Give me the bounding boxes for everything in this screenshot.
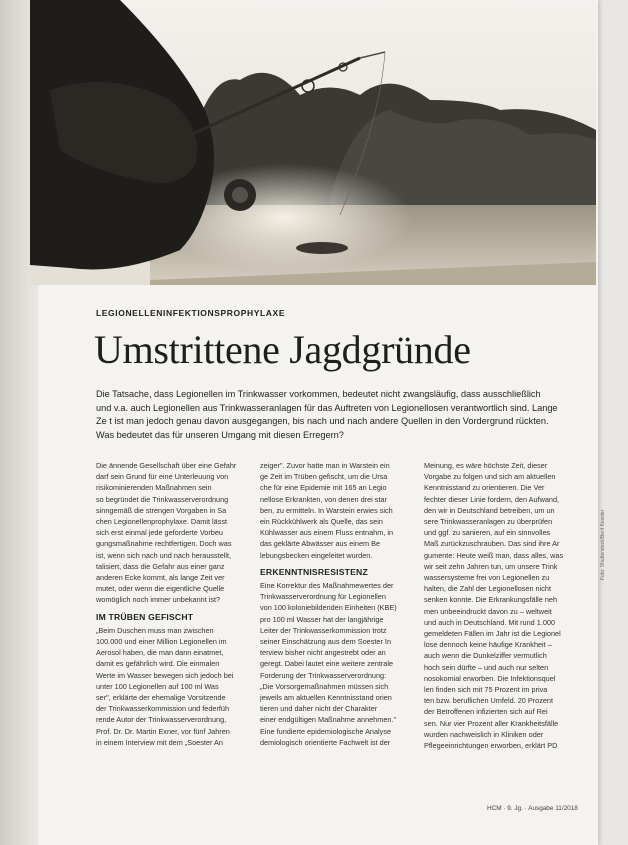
body-text-line: ist, wenn sich nach und nach herausstellt,: [96, 550, 232, 560]
body-text-line: Kenntnisstand zu orientieren. Die Ver: [424, 483, 545, 493]
body-text-line: damit es gefährlich wird. Die einmalen: [96, 659, 220, 669]
body-text-line: ten bzw. beruflichen Umfeld. 20 Prozent: [424, 696, 553, 706]
body-text-line: risikominierenden Maßnahmen sein: [96, 483, 212, 493]
lead-line: Die Tatsache, dass Legionellen im Trinkwasser vorkommen, bedeutet nicht zwangsläufig, dass ausschließlich: [96, 389, 541, 399]
page-footer: HCM · 9. Jg. · Ausgabe 11/2018: [487, 805, 578, 812]
body-text-line: terview bisher nicht angestrebt oder an: [260, 648, 386, 658]
lead-line: Was bedeutet das für unseren Umgang mit diesen Erregern?: [96, 429, 344, 440]
body-text-line: Werte im Wasser bewegen sich jedoch bei: [96, 670, 234, 680]
body-text-line: in einem Interview mit dem „Soester An: [96, 737, 223, 747]
body-text-line: Prof. Dr. Dr. Martin Exner, vor fünf Jahren: [96, 726, 230, 736]
body-column-3: [424, 460, 574, 751]
body-text-line: auch wenn die Dunkelziffer vermutlich: [424, 651, 547, 661]
section-heading: IM TRÜBEN GEFISCHT: [96, 611, 194, 622]
body-text-line: Vorgabe zu folgen und sich am aktuellen: [424, 472, 556, 482]
body-text-line: unter 100 Legionellen auf 100 ml Was: [96, 681, 219, 691]
body-text-line: fechter dieser Linie fordern, den Aufwand,: [424, 494, 560, 504]
body-text-line: der Trinkwasserkommission und federfüh: [96, 704, 230, 714]
body-text-line: pro 100 ml Wasser hat der langjährige: [260, 614, 384, 624]
body-text-line: sinngemäß die strengen Vorgaben in Sa: [96, 505, 227, 515]
article-lead: [96, 388, 576, 442]
body-text-line: Leiter der Trinkwasserkommission trotz: [260, 625, 387, 635]
body-text-line: len finden sich mit 75 Prozent im priva: [424, 685, 548, 695]
body-text-line: Eine fundierte epidemiologische Analyse: [260, 726, 392, 736]
body-text-line: talisiert, dass die Gefahr aus einer ganz: [96, 561, 225, 571]
body-text-line: ser", erklärte der ehemalige Vorsitzende: [96, 693, 226, 703]
body-text-line: Maß zurückzuschrauben. Das sind ihre Ar: [424, 539, 560, 549]
body-text-line: Aerosol haben, die man dann einatmet,: [96, 648, 224, 658]
body-text-line: sere Trinkwasseranlagen zu überprüfen: [424, 517, 553, 527]
body-text-line: che für eine Epidemie mit 165 an Legio: [260, 483, 387, 493]
body-column-1: [96, 460, 246, 748]
body-text-line: jeweils am aktuellen Kenntnisstand orien: [260, 693, 392, 703]
article-title: Umstrittene Jagdgründe: [94, 327, 471, 372]
body-text-line: gemeldeten Fällen im Jahr ist die Legionel: [424, 629, 561, 639]
body-text-line: Forderung der Trinkwasserverordnung:: [260, 670, 387, 680]
body-text-line: ben, zu ermitteln. In Warstein erwies sich: [260, 505, 393, 515]
body-text-line: mutet, oder wenn die eigentliche Quelle: [96, 584, 225, 594]
body-text-line: und auch in Deutschland. Mit rund 1.000: [424, 617, 556, 627]
body-text-line: und ggf. zu sanieren, auf ein sinnvolles: [424, 528, 551, 538]
body-text-line: lose dennoch keine häufige Krankheit –: [424, 640, 552, 650]
body-text-line: sich erst einmal jede geforderte Vorbeu: [96, 528, 223, 538]
body-text-line: Meinung, es wäre höchste Zeit, dieser: [424, 461, 548, 470]
body-text-line: demiologisch orientierte Fachwelt ist der: [260, 737, 391, 747]
body-text-line: von 100 koloniebildenden Einheiten (KBE): [260, 603, 397, 613]
body-text-line: hoch sein dürfte – und auch nur selten: [424, 662, 549, 672]
lead-line: Ze t ist man jedoch genau davon ausgegangen, bis nach und nach andere Quellen in den Vordergrund rückten.: [96, 416, 549, 427]
fishing-photo: [30, 0, 596, 285]
body-text-line: anderen Ecke kommt, als lange Zeit ver: [96, 573, 225, 583]
body-text-line: rende Autor der Trinkwasserverordnung,: [96, 715, 227, 725]
body-text-line: men unbeeindruckt davon zu – weltweit: [424, 606, 552, 616]
body-text-line: lebungsbecken eingeleitet wurden.: [260, 550, 373, 560]
body-text-line: den wir in Deutschland betreiben, um un: [424, 505, 555, 515]
body-text-line: das geklärte Abwässer aus einem Be: [260, 539, 381, 549]
body-text-line: seiner Einschätzung aus dem Soester In: [260, 637, 392, 647]
body-text-line: „Die Vorsorgemaßnahmen müssen sich: [260, 681, 389, 691]
body-text-line: „Beim Duschen muss man zwischen: [96, 625, 214, 635]
body-text-line: so begründet die Trinkwasserverordnung: [96, 494, 229, 504]
body-text-line: einer endgültigen Maßnahme annehmen.": [260, 715, 397, 725]
body-text-line: 100.000 und einer Million Legionellen im: [96, 637, 227, 647]
body-text-line: gungsmaßnahme rechtfertigen. Doch was: [96, 539, 232, 549]
body-text-line: ein Rückkühlwerk als Quelle, das sein: [260, 517, 383, 527]
body-text-line: Eine Korrektur des Maßnahmewertes der: [260, 581, 394, 591]
body-text-line: ge Zeit im Trüben gefischt, um die Ursa: [260, 472, 388, 482]
body-text-line: Pflegeeinrichtungen erworben, erklärt PD: [424, 741, 558, 751]
body-text-line: zeiger". Zuvor hatte man in Warstein ein: [260, 461, 390, 470]
body-text-line: nellose Erkrankten, von denen drei star: [260, 494, 387, 504]
body-text-line: Die ännende Gesellschaft über eine Gefahr: [96, 461, 237, 470]
body-text-line: nosokomial erworben. Die Infektionsquel: [424, 673, 556, 683]
body-column-2: [260, 460, 410, 748]
section-heading: ERKENNTNISRESISTENZ: [260, 566, 368, 577]
photo-credit: Foto: Shutterstock/Berit Kessler: [600, 509, 606, 580]
body-text-line: darf sein Grund für eine Unterleuung von: [96, 472, 229, 482]
body-text-line: wir seit zehn Jahren tun, um unsere Trink: [424, 561, 558, 571]
body-text-line: sen. Nur vier Prozent aller Krankheitsfälle: [424, 718, 559, 728]
lead-line: und v.a. auch Legionellen aus Trinkwasseranlagen für das Auftreten von Legionellosen verantwortlich sind. Lange: [96, 402, 558, 413]
body-text-line: gumente: Heute weiß man, dass alles, was: [424, 550, 564, 560]
body-text-line: halten, die Zahl der Legionellosen nicht: [424, 584, 551, 594]
body-text-line: wurden nachweislich in Kliniken oder: [424, 729, 544, 739]
body-text-line: geregt. Dabei lautet eine weitere zentrale: [260, 659, 394, 669]
body-text-line: tieren und daher nicht der Charakter: [260, 704, 378, 714]
body-text-line: Kühlwasser aus einem Fluss entnahm, in: [260, 528, 394, 538]
body-text-line: senken konnte. Die Erkrankungsfälle neh: [424, 595, 558, 605]
body-text-line: chen Legionellenprophylaxe. Damit lässt: [96, 517, 228, 527]
body-text-line: der Betroffenen infizierten sich auf Rei: [424, 707, 548, 717]
body-text-line: wassersysteme frei von Legionellen zu: [424, 573, 550, 583]
body-text-line: Trinkwasserverordnung für Legionellen: [260, 592, 386, 602]
body-text-line: womöglich noch immer unbekannt ist?: [96, 595, 221, 605]
article-kicker: LEGIONELLENINFEKTIONSPROPHYLAXE: [96, 308, 286, 318]
